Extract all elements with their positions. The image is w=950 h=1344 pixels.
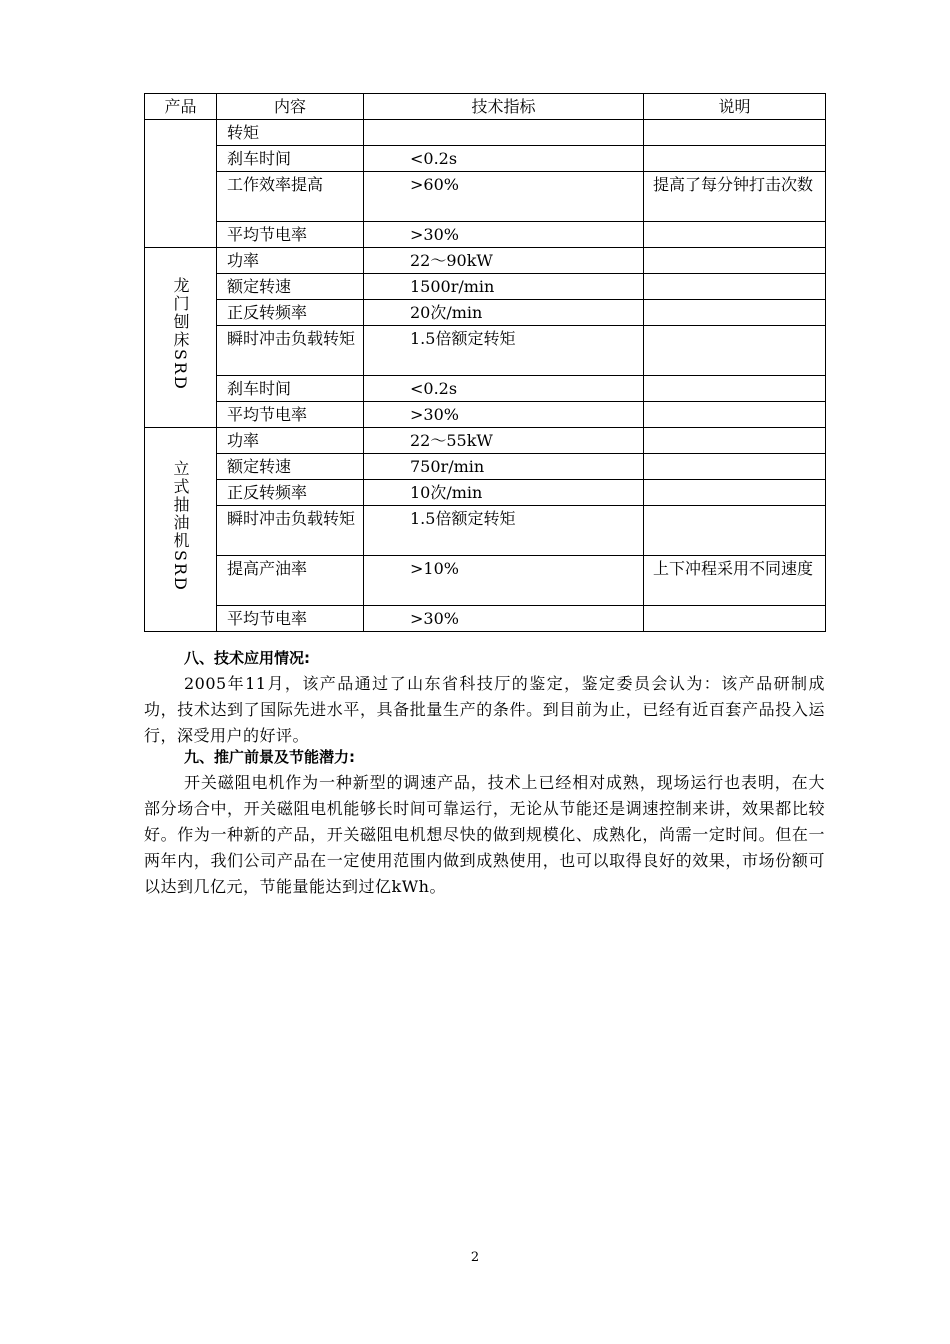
- note-cell: [644, 120, 826, 146]
- section-heading-application: 八、技术应用情况:: [184, 649, 310, 667]
- note-cell: [644, 454, 826, 480]
- note-cell: [644, 326, 826, 376]
- note-cell: [644, 402, 826, 428]
- spec-cell: 750r/min: [364, 454, 644, 480]
- table-row: [145, 428, 826, 454]
- table-row: [145, 120, 826, 146]
- table-row: [145, 376, 826, 402]
- note-cell: [644, 222, 826, 248]
- item-cell: 功率: [217, 248, 364, 274]
- item-cell: 刹车时间: [217, 146, 364, 172]
- spec-cell: >30%: [364, 606, 644, 632]
- table-header-row: [145, 94, 826, 120]
- header-content: 内容: [217, 94, 364, 120]
- spec-cell: 1.5倍额定转矩: [364, 506, 644, 556]
- item-cell: 瞬时冲击负载转矩: [217, 506, 364, 556]
- note-cell: [644, 146, 826, 172]
- table-row: [145, 326, 826, 376]
- item-cell: 额定转速: [217, 274, 364, 300]
- table-row: [145, 248, 826, 274]
- spec-cell: <0.2s: [364, 146, 644, 172]
- table-row: [145, 146, 826, 172]
- spec-cell: >30%: [364, 222, 644, 248]
- note-cell: 上下冲程采用不同速度: [644, 556, 826, 606]
- section-prospects: [144, 744, 825, 900]
- product-cell-planer: [145, 248, 217, 428]
- note-cell: [644, 606, 826, 632]
- table-row: [145, 556, 826, 606]
- item-cell: 工作效率提高: [217, 172, 364, 222]
- note-cell: 提高了每分钟打击次数: [644, 172, 826, 222]
- note-cell: [644, 300, 826, 326]
- table-row: [145, 454, 826, 480]
- item-cell: 功率: [217, 428, 364, 454]
- item-cell: 平均节电率: [217, 402, 364, 428]
- item-cell: 平均节电率: [217, 606, 364, 632]
- item-cell: 提高产油率: [217, 556, 364, 606]
- spec-cell: 10次/min: [364, 480, 644, 506]
- spec-cell: 22～90kW: [364, 248, 644, 274]
- note-cell: [644, 376, 826, 402]
- spec-cell: 1.5倍额定转矩: [364, 326, 644, 376]
- product-name: 立式抽油机: [171, 460, 190, 551]
- table-row: [145, 274, 826, 300]
- table-row: [145, 606, 826, 632]
- spec-cell: >30%: [364, 402, 644, 428]
- header-spec: 技术指标: [364, 94, 644, 120]
- header-product: 产品: [145, 94, 217, 120]
- spec-cell: >60%: [364, 172, 644, 222]
- note-cell: [644, 428, 826, 454]
- product-suffix: SRD: [171, 349, 190, 391]
- product-label: [168, 460, 193, 592]
- item-cell: 瞬时冲击负载转矩: [217, 326, 364, 376]
- item-cell: 额定转速: [217, 454, 364, 480]
- note-cell: [644, 480, 826, 506]
- table-row: [145, 300, 826, 326]
- item-cell: 转矩: [217, 120, 364, 146]
- spec-cell: 22～55kW: [364, 428, 644, 454]
- section-body-prospects: 开关磁阻电机作为一种新型的调速产品，技术上已经相对成熟，现场运行也表明，在大部分场合中，开关磁阻电机能够长时间可靠运行，无论从节能还是调速控制来讲，效果都比较好。作为一种新的产品，开关磁阻电机想尽快的做到规模化、成熟化，尚需一定时间。但在一两年内，我们公司产品在一定使用范围内做到成熟使用，也可以取得良好的效果，市场份额可以达到几亿元，节能量能达到过亿kWh。: [144, 773, 825, 896]
- section-heading-prospects: 九、推广前景及节能潜力:: [184, 748, 355, 766]
- item-cell: 正反转频率: [217, 300, 364, 326]
- product-suffix: SRD: [171, 550, 190, 592]
- spec-table: [144, 93, 826, 632]
- spec-cell: 20次/min: [364, 300, 644, 326]
- table-row: [145, 480, 826, 506]
- spec-cell: [364, 120, 644, 146]
- section-application: [144, 645, 825, 749]
- header-note: 说明: [644, 94, 826, 120]
- page-number: 2: [470, 1250, 480, 1265]
- note-cell: [644, 274, 826, 300]
- section-body-application: 2005年11月，该产品通过了山东省科技厅的鉴定，鉴定委员会认为：该产品研制成功，技术达到了国际先进水平，具备批量生产的条件。到目前为止，已经有近百套产品投入运行，深受用户的好评。: [144, 674, 825, 745]
- product-cell-pumping-unit: [145, 428, 217, 632]
- note-cell: [644, 506, 826, 556]
- spec-cell: <0.2s: [364, 376, 644, 402]
- table-row: [145, 172, 826, 222]
- table-row: [145, 402, 826, 428]
- table-row: [145, 506, 826, 556]
- note-cell: [644, 248, 826, 274]
- item-cell: 刹车时间: [217, 376, 364, 402]
- spec-cell: >10%: [364, 556, 644, 606]
- table-row: [145, 222, 826, 248]
- item-cell: 平均节电率: [217, 222, 364, 248]
- product-cell-continued: [145, 120, 217, 248]
- product-label: [168, 277, 193, 391]
- item-cell: 正反转频率: [217, 480, 364, 506]
- spec-cell: 1500r/min: [364, 274, 644, 300]
- product-name: 龙门刨床: [171, 277, 190, 350]
